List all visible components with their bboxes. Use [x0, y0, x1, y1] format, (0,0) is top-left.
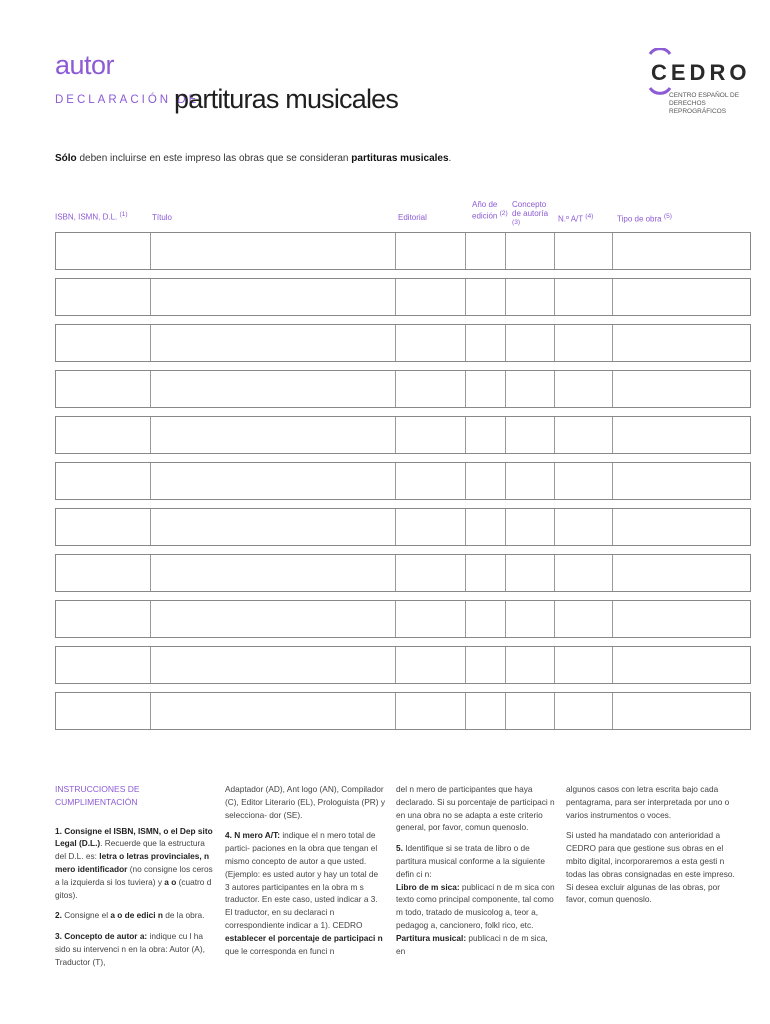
col-header-isbn: ISBN, ISMN, D.L. $^{(1)}$ — [55, 211, 128, 222]
table-row — [55, 416, 751, 454]
cell-tipo[interactable] — [613, 647, 750, 683]
cell-titulo[interactable] — [151, 325, 396, 361]
cell-anio[interactable] — [466, 233, 506, 269]
table-row — [55, 278, 751, 316]
cell-titulo[interactable] — [151, 279, 396, 315]
cell-tipo[interactable] — [613, 555, 750, 591]
cell-editorial[interactable] — [396, 233, 466, 269]
cell-titulo[interactable] — [151, 601, 396, 637]
col-header-titulo: Título — [152, 213, 173, 222]
cell-concepto[interactable] — [506, 371, 555, 407]
cell-concepto[interactable] — [506, 647, 555, 683]
instructions-col-2: Adaptador (AD), Ant logo (AN), Compilador (C), Editor Literario (EL), Prologuista (PR) y selecciona- dor (SE). 4. N mero A/T: indique el n mero total de partici- paciones en la obra que tengan el mismo concepto de autor a que usted. (Ejemplo: es usted autor y hay un total de 3 autores participantes en la obra m s traductor. En este caso, usted indicar a 3. El traductor, en su declaraci n correspondiente indicar a 1). CEDRO establecer el porcentaje de participaci n que le corresponda en funci n — [225, 784, 385, 956]
page-title: partituras musicales — [174, 84, 399, 114]
cell-tipo[interactable] — [613, 233, 750, 269]
table-row — [55, 462, 751, 500]
cell-tipo[interactable] — [613, 279, 750, 315]
cell-isbn[interactable] — [56, 417, 151, 453]
cell-titulo[interactable] — [151, 463, 396, 499]
cell-numero[interactable] — [555, 325, 614, 361]
instructions-col-3: del n mero de participantes que haya declarado. Si su porcentaje de participaci n en una obra no se adapta a este criterio general, por favor, comun quenoslo. 5. Identifique si se trata de libro o de partitura musical conforme a la siguiente defin ci n: Libro de m sica: publicaci n de m sica con texto como principal componente, tal como m todo, tratado de musicolog a, teor a, pedagog a, cancionero, folkl rico, etc. Partitura musical: publicaci n de m sica, en — [396, 784, 555, 956]
cell-titulo[interactable] — [151, 647, 396, 683]
cell-tipo[interactable] — [613, 371, 750, 407]
col-header-anio: Año de edición $^{(2)}$ — [472, 200, 508, 221]
cell-numero[interactable] — [555, 233, 614, 269]
instructions-col-1: INSTRUCCIONES DE CUMPLIMENTACIÓN 1. Consigne el ISBN, ISMN, o el Dep sito Legal (D.L.). Recuerde que la estructura del D.L. es: letra o letras provinciales, n mero identificador (no consigne los ceros a la izquierda si los tuviera) y a o (cuatro d gitos). 2. Consigne el a o de edici n de la obra. 3. Concepto de autor a: indique cu l ha sido su intervenci n en la obra: Autor (A), Traductor (T), — [55, 783, 215, 969]
cell-numero[interactable] — [555, 555, 614, 591]
works-table — [55, 232, 751, 738]
cell-editorial[interactable] — [396, 601, 466, 637]
cell-isbn[interactable] — [56, 555, 151, 591]
cell-titulo[interactable] — [151, 693, 396, 729]
cell-titulo[interactable] — [151, 233, 396, 269]
logo-wordmark: CEDRO — [651, 60, 751, 85]
cell-numero[interactable] — [555, 463, 614, 499]
cell-tipo[interactable] — [613, 325, 750, 361]
cell-concepto[interactable] — [506, 555, 555, 591]
cell-anio[interactable] — [466, 279, 506, 315]
cell-anio[interactable] — [466, 371, 506, 407]
cell-anio[interactable] — [466, 463, 506, 499]
col-header-concepto: Concepto de autoría $^{(3)}$ — [512, 200, 549, 226]
cell-tipo[interactable] — [613, 417, 750, 453]
table-row — [55, 554, 751, 592]
cell-titulo[interactable] — [151, 555, 396, 591]
table-row — [55, 508, 751, 546]
cell-editorial[interactable] — [396, 647, 466, 683]
cell-editorial[interactable] — [396, 509, 466, 545]
cell-editorial[interactable] — [396, 279, 466, 315]
table-row — [55, 370, 751, 408]
intro-text: Sólo deben incluirse en este impreso las obras que se consideran partituras musicales. — [55, 153, 452, 164]
cell-concepto[interactable] — [506, 417, 555, 453]
instructions-heading: INSTRUCCIONES DE CUMPLIMENTACIÓN — [55, 784, 140, 807]
cell-editorial[interactable] — [396, 325, 466, 361]
cell-isbn[interactable] — [56, 647, 151, 683]
cell-numero[interactable] — [555, 371, 614, 407]
cell-editorial[interactable] — [396, 463, 466, 499]
cell-isbn[interactable] — [56, 463, 151, 499]
table-row — [55, 692, 751, 730]
cell-tipo[interactable] — [613, 601, 750, 637]
cell-editorial[interactable] — [396, 417, 466, 453]
form-label-declaracion: DECLARACIÓN DE — [55, 94, 200, 106]
cell-anio[interactable] — [466, 555, 506, 591]
cell-titulo[interactable] — [151, 509, 396, 545]
cell-isbn[interactable] — [56, 509, 151, 545]
cell-concepto[interactable] — [506, 463, 555, 499]
logo-subtitle: CENTRO ESPAÑOL DE DERECHOS REPROGRÁFICOS — [669, 92, 740, 115]
col-header-tipo: Tipo de obra $^{(5)}$ — [617, 213, 672, 224]
instructions-col-4: algunos casos con letra escrita bajo cada pentagrama, para ser interpretada por uno o varios instrumentos o voces. Si usted ha mandatado con anterioridad a CEDRO para que gestione sus obras en el mbito digital, incorporaremos a esta gesti n todas las obras consignadas en este impreso. Si desea excluir algunas de las obras, por favor, comun quenoslo. — [566, 784, 735, 905]
cell-concepto[interactable] — [506, 509, 555, 545]
cell-isbn[interactable] — [56, 601, 151, 637]
cell-tipo[interactable] — [613, 463, 750, 499]
cell-editorial[interactable] — [396, 555, 466, 591]
cell-anio[interactable] — [466, 601, 506, 637]
cell-isbn[interactable] — [56, 693, 151, 729]
form-subtitle-autor: autor — [55, 50, 115, 80]
col-header-numero: N.º A/T $^{(4)}$ — [558, 213, 594, 224]
col-header-editorial: Editorial — [398, 213, 427, 222]
cell-numero[interactable] — [555, 647, 614, 683]
cell-tipo[interactable] — [613, 509, 750, 545]
cell-concepto[interactable] — [506, 279, 555, 315]
cell-titulo[interactable] — [151, 417, 396, 453]
cell-isbn[interactable] — [56, 325, 151, 361]
cell-anio[interactable] — [466, 325, 506, 361]
cell-anio[interactable] — [466, 417, 506, 453]
cell-anio[interactable] — [466, 647, 506, 683]
cell-numero[interactable] — [555, 601, 614, 637]
cell-numero[interactable] — [555, 693, 614, 729]
cell-concepto[interactable] — [506, 233, 555, 269]
cell-editorial[interactable] — [396, 371, 466, 407]
cell-numero[interactable] — [555, 279, 614, 315]
cell-titulo[interactable] — [151, 371, 396, 407]
cell-anio[interactable] — [466, 693, 506, 729]
table-row — [55, 324, 751, 362]
table-row — [55, 232, 751, 270]
table-row — [55, 646, 751, 684]
cell-concepto[interactable] — [506, 325, 555, 361]
cell-concepto[interactable] — [506, 693, 555, 729]
table-row — [55, 600, 751, 638]
cell-isbn[interactable] — [56, 279, 151, 315]
cell-numero[interactable] — [555, 509, 614, 545]
cell-isbn[interactable] — [56, 371, 151, 407]
cell-editorial[interactable] — [396, 693, 466, 729]
cell-concepto[interactable] — [506, 601, 555, 637]
cell-numero[interactable] — [555, 417, 614, 453]
cell-isbn[interactable] — [56, 233, 151, 269]
cell-anio[interactable] — [466, 509, 506, 545]
cell-tipo[interactable] — [613, 693, 750, 729]
